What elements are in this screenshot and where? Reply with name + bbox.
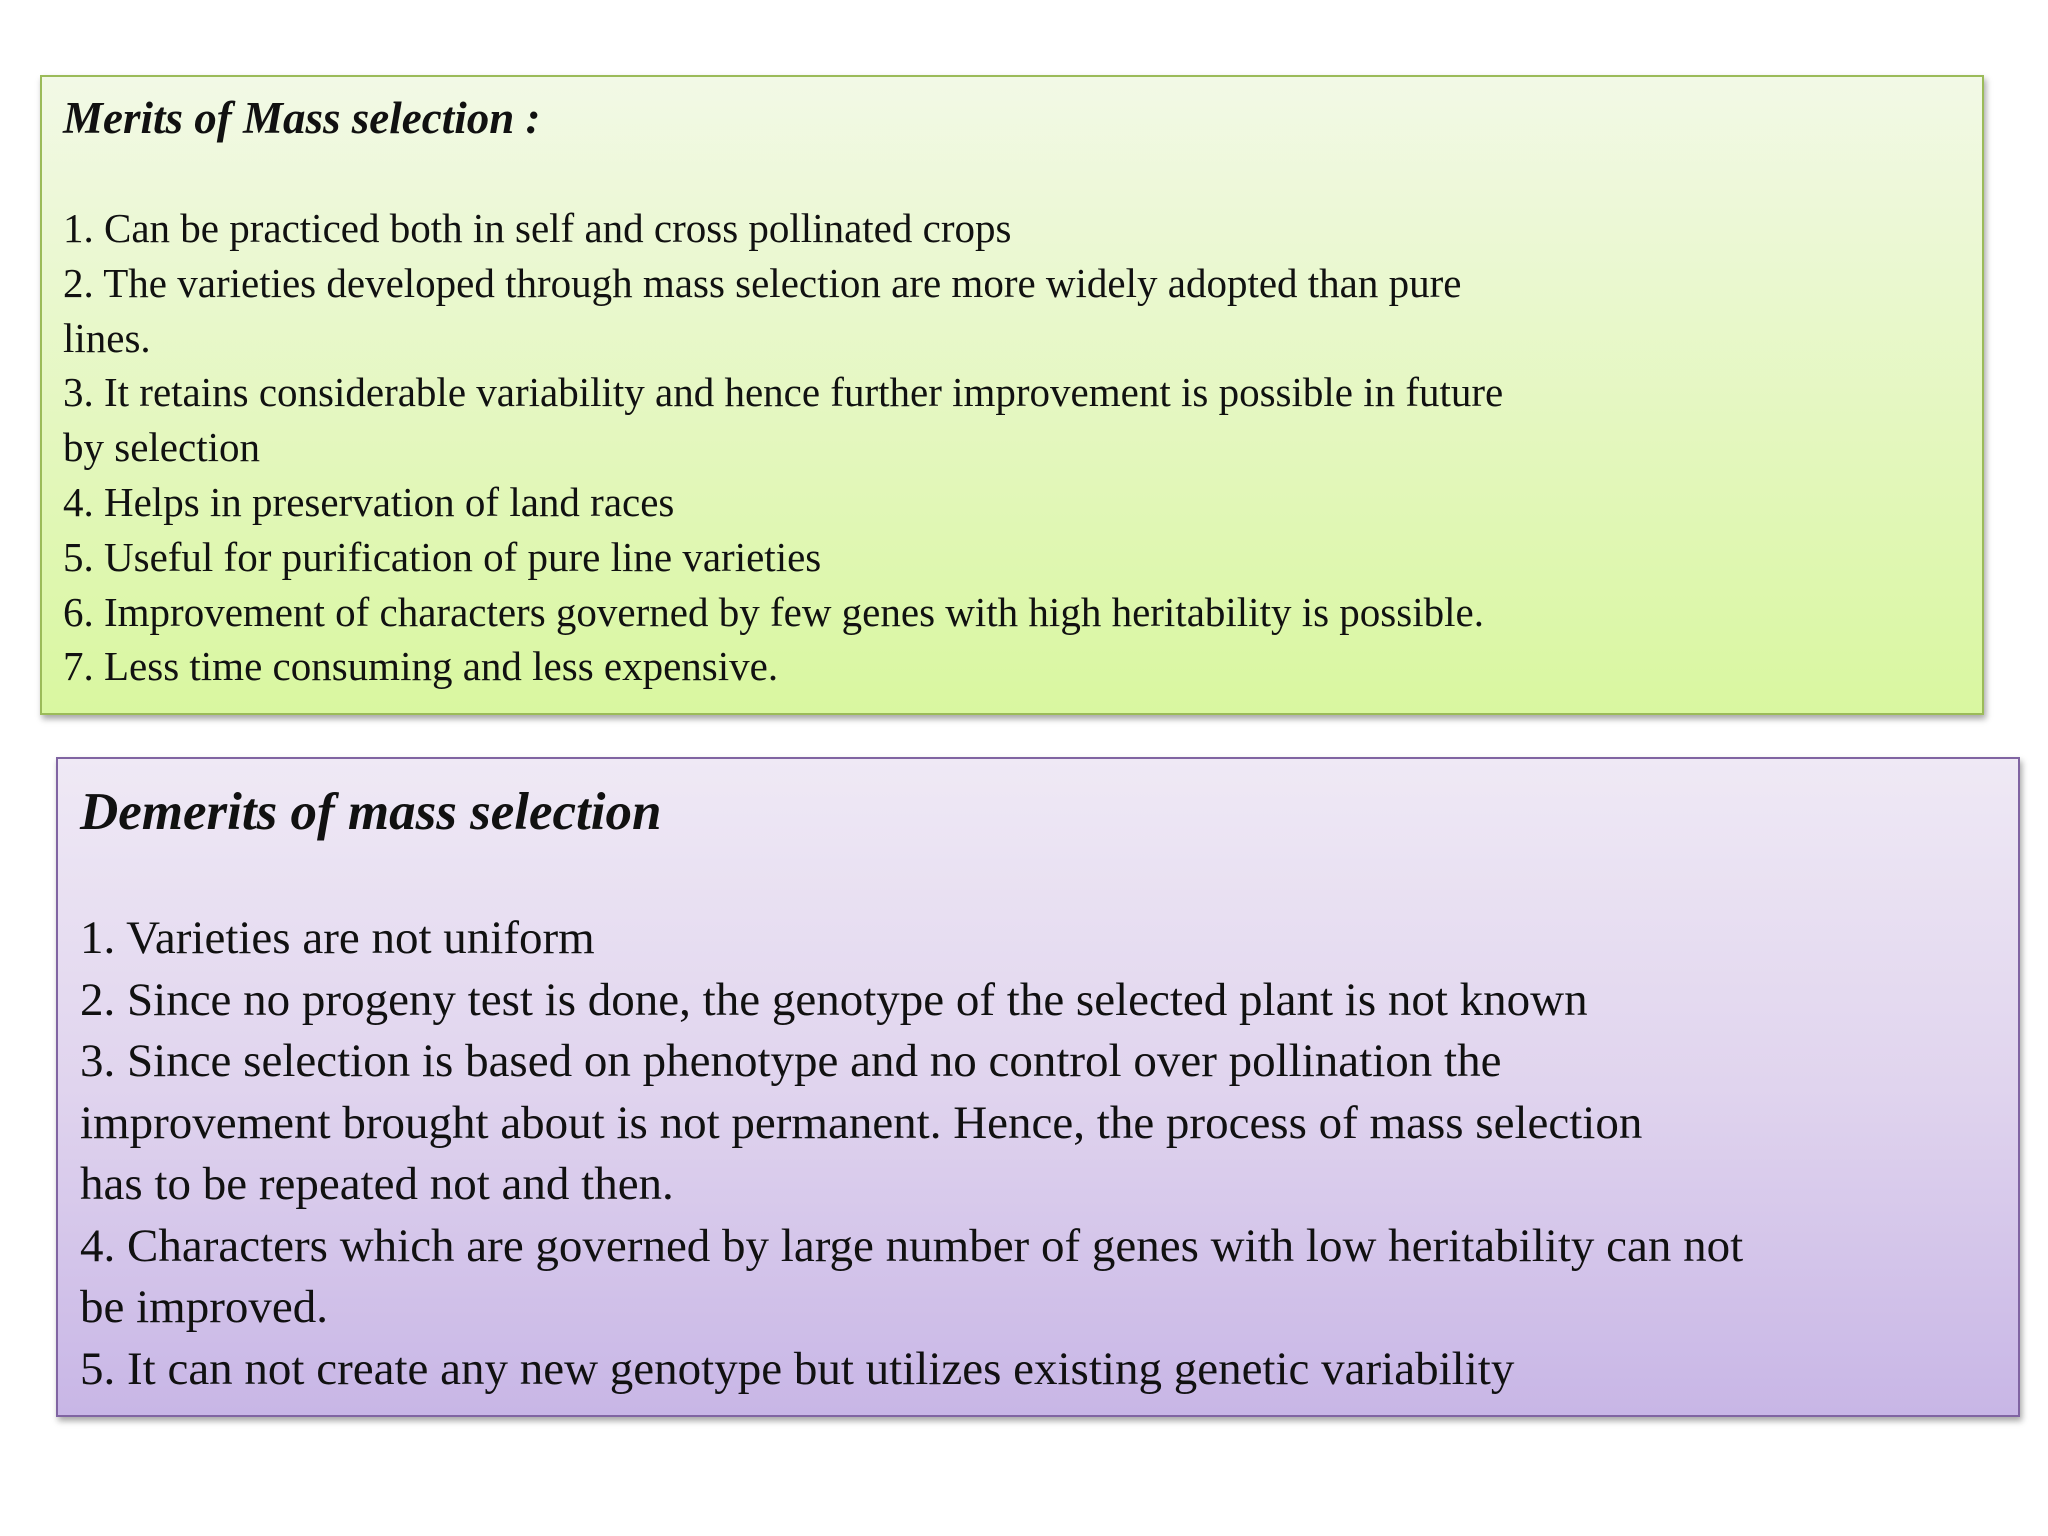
merits-item-4: 4. Helps in preservation of land races xyxy=(63,478,675,525)
merits-item-5: 5. Useful for purification of pure line varieties xyxy=(63,533,822,580)
demerits-item-5: 5. It can not create any new genotype but utilizes existing genetic variability xyxy=(80,1342,1515,1395)
merits-item-1: 1. Can be practiced both in self and cross pollinated crops xyxy=(63,205,1012,251)
merits-item-3: 3. It retains considerable variability and hence further improvement is possible in future by selection xyxy=(63,369,1504,471)
demerits-item-2: 2. Since no progeny test is done, the genotype of the selected plant is not known xyxy=(80,973,1588,1026)
merits-item-7: 7. Less time consuming and less expensive. xyxy=(63,643,779,690)
merits-box xyxy=(40,75,1984,715)
demerits-spacer xyxy=(80,847,1998,908)
merits-title: Merits of Mass selection : xyxy=(63,93,541,143)
demerits-item-1: 1. Varieties are not uniform xyxy=(80,912,595,964)
demerits-item-4: 4. Characters which are governed by large number of genes with low heritability can not be improved. xyxy=(80,1219,1744,1333)
merits-item-6: 6. Improvement of characters governed by few genes with high heritability is possible. xyxy=(63,588,1484,635)
merits-item-2: 2. The varieties developed through mass selection are more widely adopted than pure lines. xyxy=(63,259,1462,361)
demerits-item-3: 3. Since selection is based on phenotype and no control over pollination the improvement brought about is not permanent. Hence, the process of mass selection has to be repeated not and then. xyxy=(80,1035,1643,1210)
demerits-title: Demerits of mass selection xyxy=(80,783,662,841)
demerits-box xyxy=(56,757,2020,1417)
merits-spacer xyxy=(63,146,1962,201)
